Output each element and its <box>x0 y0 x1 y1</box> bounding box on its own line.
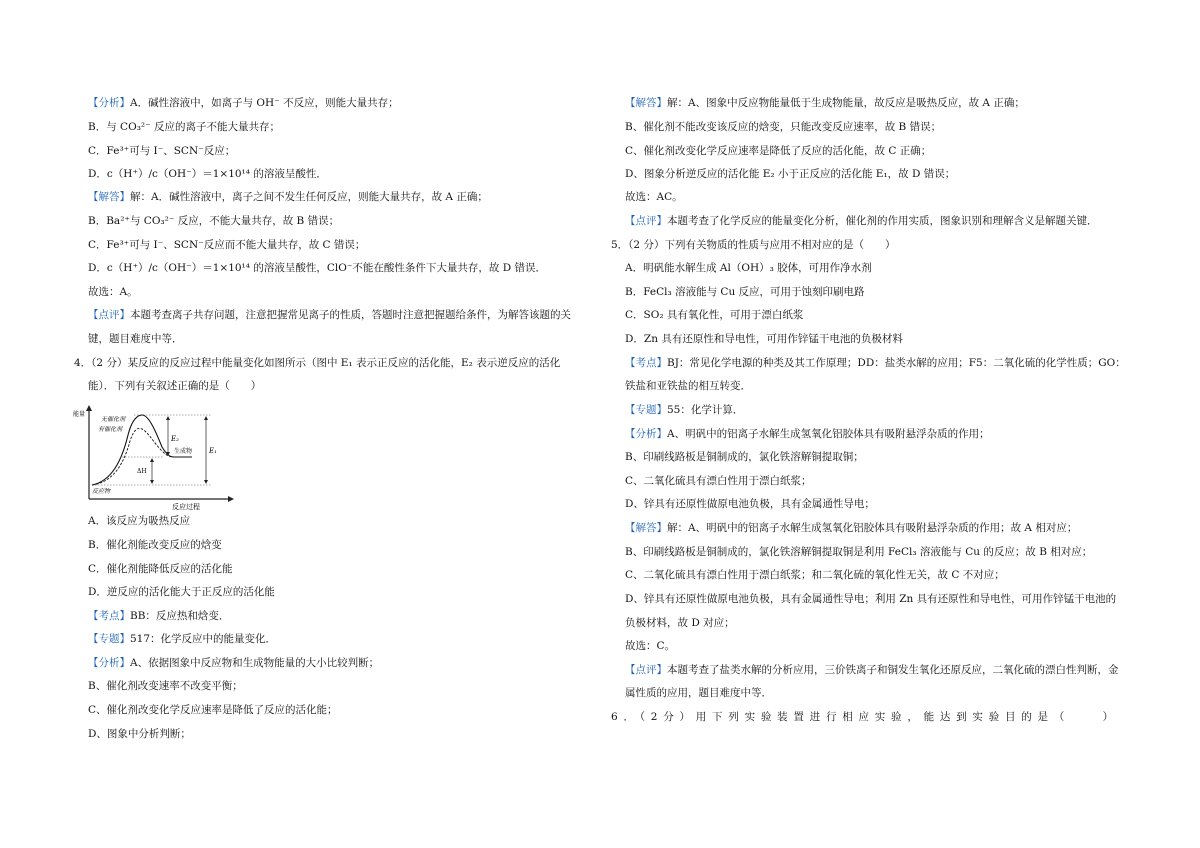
text-line: B、催化剂不能改变该反应的焓变，只能改变反应速率，故 B 错误； <box>625 121 942 133</box>
comment-tag: 【点评】 <box>88 309 130 321</box>
analysis-tag: 【分析】 <box>88 97 130 109</box>
product-label: 生成物 <box>174 448 193 455</box>
text-line: 故选：AC。 <box>625 191 683 203</box>
text: A、依据图象中反应物和生成物能量的大小比较判断； <box>130 657 380 669</box>
answer-tag: 【解答】 <box>625 97 667 109</box>
option-d: D．Zn 具有还原性和导电性，可用作锌锰干电池的负极材料 <box>625 333 903 345</box>
analysis-tag: 【分析】 <box>625 428 667 440</box>
option-d: D．逆反应的活化能大于正反应的活化能 <box>88 586 275 598</box>
text: A、明矾中的铝离子水解生成氢氧化铝胶体具有吸附悬浮杂质的作用； <box>667 428 990 440</box>
uncatalyzed-label: 无催化剂 <box>101 416 126 423</box>
text-line: D、锌具有还原性做原电池负极，具有金属通性导电； <box>625 498 875 510</box>
text-line: 铁盐和亚铁盐的相互转变． <box>625 380 751 392</box>
y-axis-label: 能量 <box>73 411 86 418</box>
topic-line <box>88 632 276 646</box>
delta-h-label: ΔH <box>137 468 147 475</box>
option-c: C．催化剂能降低反应的活化能 <box>88 563 233 575</box>
e2-label: E₂ <box>171 435 179 443</box>
text: 517：化学反应中的能量变化． <box>130 633 277 645</box>
text: 解：A、明矾中的铝离子水解生成氢氧化铝胶体具有吸附悬浮杂质的作用；故 A 相对应； <box>667 522 1078 534</box>
answer-line <box>88 190 488 204</box>
comment-tag: 【点评】 <box>625 664 667 676</box>
text-line: B．与 CO₃²⁻ 反应的离子不能大量共存； <box>88 121 280 133</box>
knowledge-point-tag: 【考点】 <box>88 610 130 622</box>
analysis-tag: 【分析】 <box>88 657 130 669</box>
x-axis-label: 反应过程 <box>172 503 200 511</box>
question-4-line: 4．（2 分）某反应的反应过程中能量变化如图所示（图中 E₁ 表示正反应的活化能，E₂ 表示逆反应的活化 <box>74 357 561 369</box>
text: 本题考查了盐类水解的分析应用，三价铁离子和铜发生氧化还原反应，二氧化硫的漂白性判断，金 <box>667 664 1119 676</box>
analysis-line <box>625 427 990 441</box>
question-6-line: 6．（2分）用下列实验装置进行相应实验，能达到实验目的是（ ） <box>611 711 1119 723</box>
text-line: D、图象中分析判断； <box>88 728 191 740</box>
answer-tag: 【解答】 <box>88 191 130 203</box>
topic-line <box>625 403 743 417</box>
option-b: B．催化剂能改变反应的焓变 <box>88 539 222 551</box>
question-4-line: 能）．下列有关叙述正确的是（ ） <box>88 380 262 392</box>
text-line: B、印刷线路板是铜制成的，氯化铁溶解铜提取铜； <box>625 451 864 463</box>
text-line: C．Fe³⁺可与 I⁻、SCN⁻反应而不能大量共存，故 C 错误； <box>88 239 366 251</box>
text: 本题考查离子共存问题，注意把握常见离子的性质，答题时注意把握题给条件，为解答该题的关 <box>130 309 571 321</box>
knowledge-point-tag: 【考点】 <box>625 357 667 369</box>
topic-tag: 【专题】 <box>625 404 667 416</box>
text-line: D．c（H⁺）/c（OH⁻）＝1×10¹⁴ 的溶液呈酸性． <box>88 168 327 180</box>
text-line: 负极材料，故 D 对应； <box>625 617 735 629</box>
answer-tag: 【解答】 <box>625 522 667 534</box>
text-line: 故选：A。 <box>88 286 138 298</box>
option-a: A．明矾能水解生成 Al（OH）₃ 胶体，可用作净水剂 <box>625 262 872 274</box>
text-line: D．c（H⁺）/c（OH⁻）＝1×10¹⁴ 的溶液呈酸性，ClO⁻不能在酸性条件下大量共存，故 D 错误． <box>88 262 546 274</box>
energy-diagram <box>72 405 242 511</box>
option-c: C．SO₂ 具有氧化性，可用于漂白纸浆 <box>625 309 804 321</box>
text: BJ：常见化学电源的种类及其工作原理；DD：盐类水解的应用；F5：二氧化硫的化学性质；GO： <box>667 357 1126 369</box>
e1-label: E₁ <box>209 447 217 455</box>
comment-line <box>625 214 1098 228</box>
analysis-line <box>88 96 399 110</box>
analysis-line <box>88 656 379 670</box>
comment-line <box>625 663 1119 677</box>
text-line: B．Ba²⁺与 CO₃²⁻ 反应，不能大量共存，故 B 错误； <box>88 215 340 227</box>
catalyzed-label: 有催化剂 <box>98 426 123 433</box>
text-line: C、催化剂改变化学反应速率是降低了反应的活化能，故 C 正确； <box>625 145 932 157</box>
text-line: B、印刷线路板是铜制成的，氯化铁溶解铜提取铜是利用 FeCl₃ 溶液能与 Cu 的反应；故 B 相对应； <box>625 546 1093 558</box>
text-line: D、图象分析逆反应的活化能 E₂ 小于正反应的活化能 E₁，故 D 错误； <box>625 168 956 180</box>
text: 55：化学计算． <box>667 404 744 416</box>
topic-tag: 【专题】 <box>88 633 130 645</box>
text-line: 键，题目难度中等． <box>88 333 183 345</box>
text: A．碱性溶液中，如离子与 OH⁻ 不反应，则能大量共存； <box>130 97 399 109</box>
comment-line <box>88 308 571 322</box>
knowledge-point-line <box>625 356 1126 370</box>
answer-line <box>625 521 1077 535</box>
text-line: C．Fe³⁺可与 I⁻、SCN⁻反应； <box>88 145 236 157</box>
text: BB：反应热和焓变． <box>130 610 230 622</box>
text: 解：A、图象中反应物能量低于生成物能量，故反应是吸热反应，故 A 正确； <box>667 97 1025 109</box>
catalyzed-curve <box>92 428 174 485</box>
option-a: A．该反应为吸热反应 <box>88 515 191 527</box>
text-line: C、二氧化硫具有漂白性用于漂白纸浆；和二氧化硫的氧化性无关，故 C 不对应； <box>625 569 1005 581</box>
text-line: 属性质的应用，题目难度中等． <box>625 687 772 699</box>
text-line: 故选：C。 <box>625 640 676 652</box>
reactant-label: 反应物 <box>92 488 111 495</box>
knowledge-point-line <box>88 609 229 623</box>
text: 本题考查了化学反应的能量变化分析，催化剂的作用实质，图象识别和理解含义是解题关键． <box>667 215 1098 227</box>
text: 解：A．碱性溶液中，离子之间不发生任何反应，则能大量共存，故 A 正确； <box>130 191 488 203</box>
text-line: D、锌具有还原性做原电池负极，具有金属通性导电；利用 Zn 具有还原性和导电性，可用作锌锰干电池的 <box>625 593 1117 605</box>
text-line: C、催化剂改变化学反应速率是降低了反应的活化能； <box>88 704 338 716</box>
comment-tag: 【点评】 <box>625 215 667 227</box>
text-line: B、催化剂改变速率不改变平衡； <box>88 680 243 692</box>
question-5-line: 5．（2 分）下列有关物质的性质与应用不相对应的是（ ） <box>611 239 896 251</box>
text-line: C、二氧化硫具有漂白性用于漂白纸浆； <box>625 475 812 487</box>
answer-line <box>625 96 1025 110</box>
option-b: B．FeCl₃ 溶液能与 Cu 反应，可用于蚀刻印刷电路 <box>625 286 865 298</box>
